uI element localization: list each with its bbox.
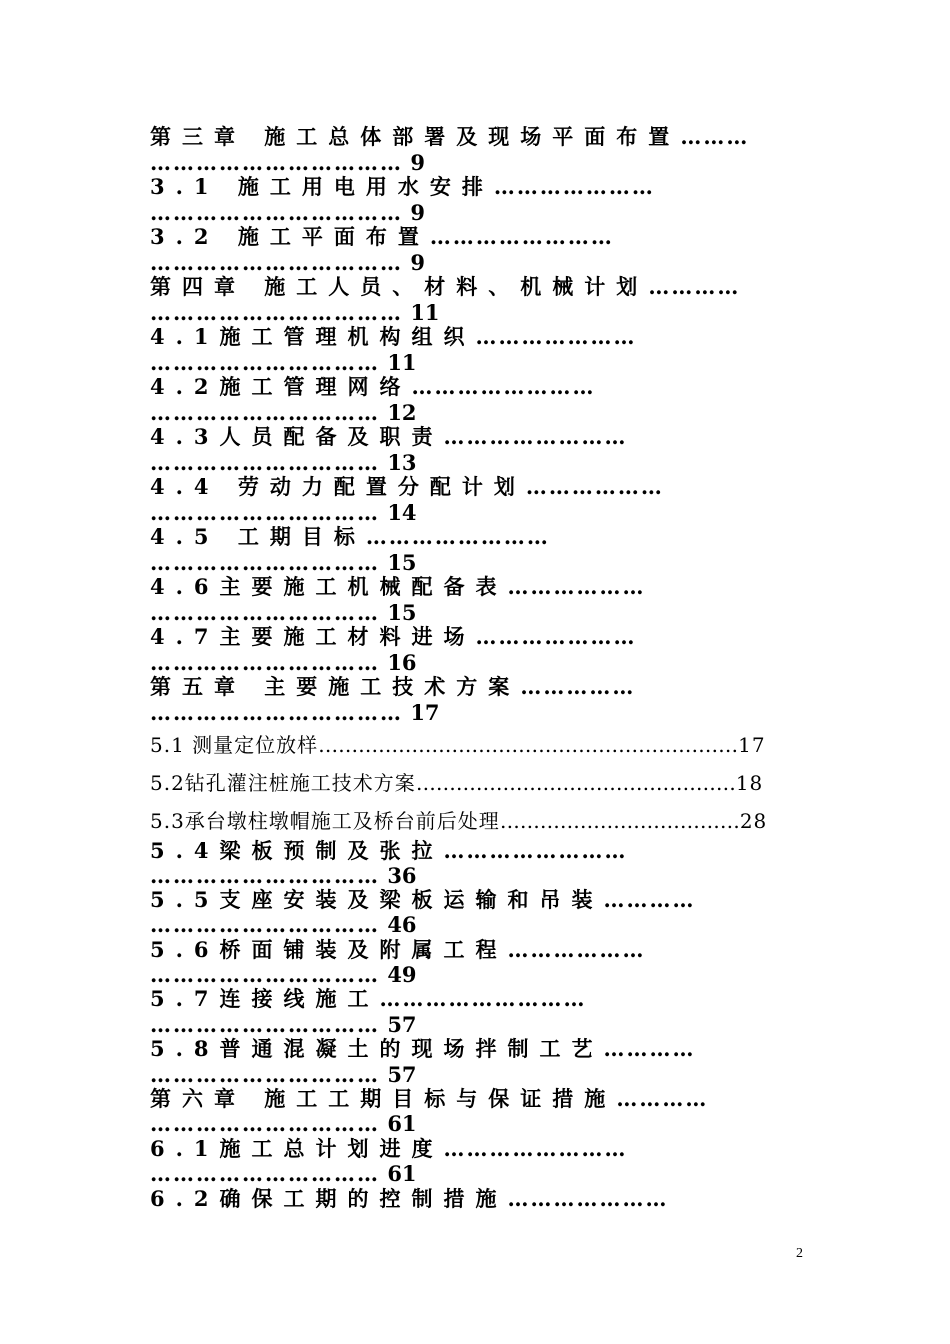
toc-entry-line1[interactable]: 4.6主要施工机械配备表……………… xyxy=(150,574,646,599)
toc-entry-line2: ………………………… 15 xyxy=(150,550,417,575)
toc-entry-line2: ………………………… 12 xyxy=(150,400,417,425)
toc-entry-line2: …………………………… 9 xyxy=(150,150,425,175)
toc-entry-line2: ………………………… 16 xyxy=(150,650,417,675)
toc-entry-line1[interactable]: 4.7主要施工材料进场………………… xyxy=(150,624,637,649)
toc-entry-line2: ………………………… 57 xyxy=(150,1012,417,1037)
toc-entry-line1[interactable]: 5.7连接线施工……………………… xyxy=(150,986,587,1011)
toc-entry-line2: ………………………… 13 xyxy=(150,450,417,475)
toc-entry-line2: …………………………… 11 xyxy=(150,300,440,325)
toc-entry-line1[interactable]: 3.1 施工用电用水安排………………… xyxy=(150,174,655,199)
toc-entry-compact[interactable]: 5.3承台墩柱墩帽施工及桥台前后处理………………………………28 xyxy=(150,809,768,833)
toc-entry-line2: ………………………… 14 xyxy=(150,500,417,525)
page-number: 2 xyxy=(796,1246,803,1261)
toc-entry-line2: …………………………… 9 xyxy=(150,250,425,275)
toc-entry-line2: ………………………… 36 xyxy=(150,863,417,888)
toc-entry-line1[interactable]: 4.2施工管理网络…………………… xyxy=(150,374,596,399)
toc-entry-line1[interactable]: 第六章 施工工期目标与保证措施………… xyxy=(150,1086,709,1111)
toc-entry-line1[interactable]: 5.4梁板预制及张拉…………………… xyxy=(150,838,628,863)
toc-entry-line2: ………………………… 57 xyxy=(150,1062,417,1087)
toc-entry-line1[interactable]: 6.1施工总计划进度…………………… xyxy=(150,1136,628,1161)
toc-entry-line1[interactable]: 4.4 劳动力配置分配计划……………… xyxy=(150,474,664,499)
toc-entry-line1[interactable]: 5.6桥面铺装及附属工程……………… xyxy=(150,937,646,962)
toc-entry-line1[interactable]: 3.2 施工平面布置…………………… xyxy=(150,224,614,249)
toc-entry-line2: ………………………… 49 xyxy=(150,962,417,987)
toc-entry-compact[interactable]: 5.2钻孔灌注桩施工技术方案…………………………………………18 xyxy=(150,771,764,795)
toc-entry-line2: ………………………… 15 xyxy=(150,600,417,625)
toc-entry-line1[interactable]: 第三章 施工总体部署及现场平面布置……… xyxy=(150,124,750,149)
toc-entry-line1[interactable]: 第五章 主要施工技术方案…………… xyxy=(150,674,636,699)
toc-entry-line2: ………………………… 61 xyxy=(150,1161,417,1186)
toc-entry-compact[interactable]: 5.1 测量定位放样………………………………………………………17 xyxy=(150,733,766,757)
toc-entry-line2: ………………………… 61 xyxy=(150,1111,417,1136)
toc-entry-line1[interactable]: 5.8普通混凝土的现场拌制工艺………… xyxy=(150,1036,696,1061)
toc-entry-line2: …………………………… 17 xyxy=(150,700,440,725)
toc-entry-line2: ………………………… 46 xyxy=(150,912,417,937)
toc-entry-line1[interactable]: 4.5 工期目标…………………… xyxy=(150,524,550,549)
toc-entry-line1[interactable]: 5.5支座安装及梁板运输和吊装………… xyxy=(150,887,696,912)
toc-entry-line1[interactable]: 4.1施工管理机构组织………………… xyxy=(150,324,637,349)
toc-entry-line1[interactable]: 6.2确保工期的控制措施………………… xyxy=(150,1186,669,1211)
toc-entry-line1[interactable]: 4.3人员配备及职责…………………… xyxy=(150,424,628,449)
toc-entry-line2: ………………………… 11 xyxy=(150,350,417,375)
toc-entry-line2: …………………………… 9 xyxy=(150,200,425,225)
toc-entry-line1[interactable]: 第四章 施工人员、材料、机械计划………… xyxy=(150,274,741,299)
